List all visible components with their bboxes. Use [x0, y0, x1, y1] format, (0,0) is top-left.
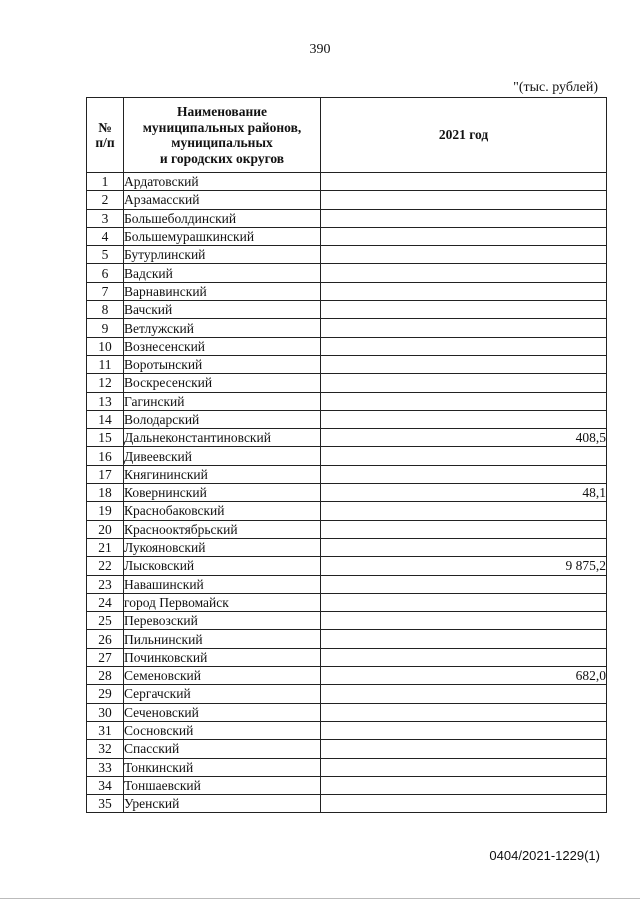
table-row: [87, 392, 607, 410]
row-number: 17: [87, 465, 124, 483]
row-value: [321, 191, 607, 209]
row-value: [321, 593, 607, 611]
table-row: [87, 776, 607, 794]
row-value: [321, 776, 607, 794]
row-name: Сеченовский: [124, 703, 321, 721]
table-row: [87, 502, 607, 520]
header-year-text: 2021 год: [438, 127, 489, 143]
row-value: [321, 502, 607, 520]
row-name: Тонкинский: [124, 758, 321, 776]
table-row: [87, 648, 607, 666]
row-name: Варнавинский: [124, 282, 321, 300]
row-name: Воскресенский: [124, 374, 321, 392]
row-name: Лысковский: [124, 557, 321, 575]
table-row: [87, 721, 607, 739]
table-row: [87, 447, 607, 465]
table-row: [87, 703, 607, 721]
row-number: 21: [87, 538, 124, 556]
row-value: [321, 740, 607, 758]
row-number: 8: [87, 301, 124, 319]
row-number: 3: [87, 209, 124, 227]
header-name-text: Наименование муниципальных районов, муниципальных и городских округов: [142, 104, 302, 166]
table-row: [87, 557, 607, 575]
table-row: [87, 246, 607, 264]
table-header-row: [87, 98, 607, 173]
row-name: Краснооктябрьский: [124, 520, 321, 538]
row-value: [321, 246, 607, 264]
row-number: 34: [87, 776, 124, 794]
table-row: [87, 484, 607, 502]
row-number: 23: [87, 575, 124, 593]
row-name: Перевозский: [124, 612, 321, 630]
row-value: 9 875,2: [321, 557, 607, 575]
row-value: [321, 465, 607, 483]
row-value: [321, 520, 607, 538]
row-value: [321, 264, 607, 282]
table-row: [87, 191, 607, 209]
header-name: [124, 98, 321, 173]
row-number: 35: [87, 795, 124, 813]
row-value: [321, 721, 607, 739]
row-number: 11: [87, 355, 124, 373]
table-row: [87, 429, 607, 447]
row-number: 4: [87, 227, 124, 245]
budget-table: [86, 97, 607, 813]
row-number: 27: [87, 648, 124, 666]
table-row: [87, 319, 607, 337]
table-row: [87, 612, 607, 630]
table-row: [87, 337, 607, 355]
table-row: [87, 209, 607, 227]
row-value: [321, 538, 607, 556]
row-value: 408,5: [321, 429, 607, 447]
document-code: 0404/2021-1229(1): [489, 848, 600, 863]
row-name: Володарский: [124, 410, 321, 428]
row-name: Дивеевский: [124, 447, 321, 465]
row-number: 7: [87, 282, 124, 300]
row-number: 19: [87, 502, 124, 520]
row-value: [321, 612, 607, 630]
row-value: [321, 447, 607, 465]
row-value: [321, 209, 607, 227]
row-value: [321, 575, 607, 593]
table-body: [87, 173, 607, 813]
row-name: Большеболдинский: [124, 209, 321, 227]
row-name: Лукояновский: [124, 538, 321, 556]
row-name: Сергачский: [124, 685, 321, 703]
row-name: Бутурлинский: [124, 246, 321, 264]
row-value: [321, 703, 607, 721]
row-number: 12: [87, 374, 124, 392]
table-row: [87, 301, 607, 319]
row-number: 18: [87, 484, 124, 502]
row-number: 24: [87, 593, 124, 611]
table-row: [87, 538, 607, 556]
row-name: Ардатовский: [124, 173, 321, 191]
row-name: Воротынский: [124, 355, 321, 373]
row-name: Спасский: [124, 740, 321, 758]
table-row: [87, 520, 607, 538]
row-name: Ковернинский: [124, 484, 321, 502]
table-row: [87, 795, 607, 813]
row-name: Арзамасский: [124, 191, 321, 209]
table-row: [87, 410, 607, 428]
table-row: [87, 374, 607, 392]
header-number-text: № п/п: [95, 119, 115, 150]
row-number: 14: [87, 410, 124, 428]
row-number: 6: [87, 264, 124, 282]
table-row: [87, 264, 607, 282]
row-number: 15: [87, 429, 124, 447]
table-row: [87, 355, 607, 373]
row-value: [321, 648, 607, 666]
row-name: Починковский: [124, 648, 321, 666]
row-value: 48,1: [321, 484, 607, 502]
bottom-rule: [0, 898, 640, 899]
row-name: Вачский: [124, 301, 321, 319]
page-number: 390: [309, 42, 331, 57]
row-number: 32: [87, 740, 124, 758]
table-row: [87, 575, 607, 593]
row-value: 682,0: [321, 667, 607, 685]
row-value: [321, 410, 607, 428]
row-number: 28: [87, 667, 124, 685]
row-number: 22: [87, 557, 124, 575]
row-value: [321, 173, 607, 191]
row-name: Навашинский: [124, 575, 321, 593]
row-number: 2: [87, 191, 124, 209]
row-value: [321, 301, 607, 319]
unit-note: "(тыс. рублей): [513, 80, 598, 95]
header-year: [321, 98, 607, 173]
row-value: [321, 630, 607, 648]
row-name: Семеновский: [124, 667, 321, 685]
row-name: Уренский: [124, 795, 321, 813]
row-number: 33: [87, 758, 124, 776]
row-number: 10: [87, 337, 124, 355]
row-number: 9: [87, 319, 124, 337]
row-value: [321, 355, 607, 373]
row-number: 13: [87, 392, 124, 410]
table-row: [87, 758, 607, 776]
row-value: [321, 795, 607, 813]
row-value: [321, 282, 607, 300]
row-name: Тоншаевский: [124, 776, 321, 794]
row-number: 25: [87, 612, 124, 630]
table-row: [87, 465, 607, 483]
row-name: Краснобаковский: [124, 502, 321, 520]
table-row: [87, 630, 607, 648]
row-number: 29: [87, 685, 124, 703]
table-row: [87, 173, 607, 191]
row-name: Княгининский: [124, 465, 321, 483]
row-number: 16: [87, 447, 124, 465]
row-name: Пильнинский: [124, 630, 321, 648]
row-value: [321, 337, 607, 355]
row-name: Сосновский: [124, 721, 321, 739]
row-value: [321, 319, 607, 337]
table-row: [87, 667, 607, 685]
row-name: Ветлужский: [124, 319, 321, 337]
row-value: [321, 685, 607, 703]
row-number: 20: [87, 520, 124, 538]
row-name: Дальнеконстантиновский: [124, 429, 321, 447]
row-number: 31: [87, 721, 124, 739]
table-row: [87, 593, 607, 611]
row-number: 1: [87, 173, 124, 191]
row-name: Вознесенский: [124, 337, 321, 355]
row-number: 30: [87, 703, 124, 721]
row-value: [321, 227, 607, 245]
row-name: Гагинский: [124, 392, 321, 410]
row-value: [321, 374, 607, 392]
row-number: 26: [87, 630, 124, 648]
row-value: [321, 758, 607, 776]
table-row: [87, 227, 607, 245]
table-row: [87, 740, 607, 758]
row-name: Большемурашкинский: [124, 227, 321, 245]
row-value: [321, 392, 607, 410]
table-row: [87, 282, 607, 300]
table-row: [87, 685, 607, 703]
row-number: 5: [87, 246, 124, 264]
header-number: [87, 98, 124, 173]
row-name: город Первомайск: [124, 593, 321, 611]
row-name: Вадский: [124, 264, 321, 282]
